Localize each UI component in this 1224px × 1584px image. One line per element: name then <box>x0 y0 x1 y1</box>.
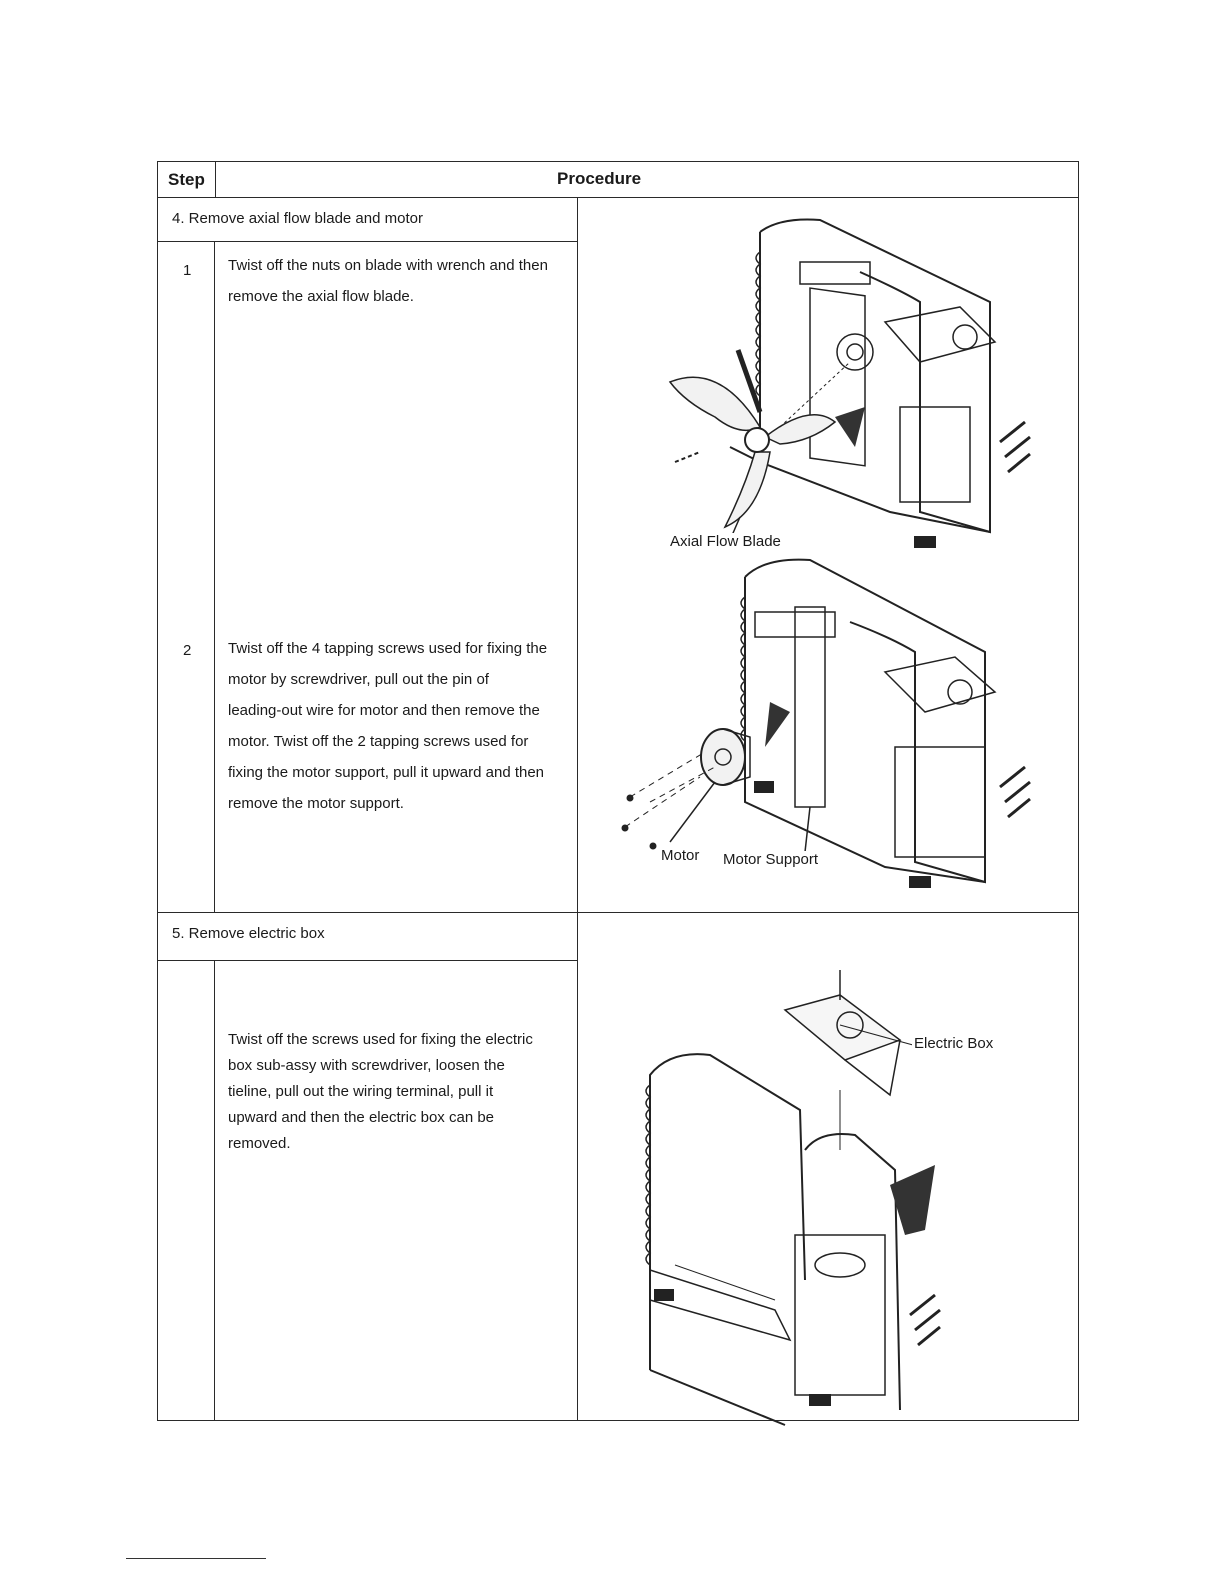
step-number: 1 <box>183 262 192 279</box>
header-procedure: Procedure <box>557 169 642 188</box>
figure-motor-removal <box>615 552 1055 897</box>
section-title: 4. Remove axial flow blade and motor <box>172 210 423 227</box>
figure-label-axial-flow-blade: Axial Flow Blade <box>670 533 781 550</box>
step-number: 2 <box>183 642 192 659</box>
figure-label-motor-support: Motor Support <box>723 851 819 868</box>
figure-label-electric-box: Electric Box <box>914 1035 994 1052</box>
step-instruction: Twist off the nuts on blade with wrench and then remove the axial flow blade. <box>228 257 548 305</box>
figure-label-motor: Motor <box>661 847 700 864</box>
section-title: 5. Remove electric box <box>172 925 325 942</box>
footnote-rule <box>126 1558 266 1559</box>
figure-axial-blade-removal <box>660 212 1060 562</box>
header-step: Step <box>168 170 205 189</box>
step-instruction: Twist off the 4 tapping screws used for fixing the motor by screwdriver, pull out the pin of leading-out wire for motor and then remove the motor. Twist off the 2 tapping screws used for fixing the motor support, pull it upward and then remove the motor support. <box>228 640 548 812</box>
step-instruction: Twist off the screws used for fixing the electric box sub-assy with screwdriver, loosen the tieline, pull out the wiring terminal, pull it upward and then the electric box can be removed. <box>228 1031 533 1152</box>
